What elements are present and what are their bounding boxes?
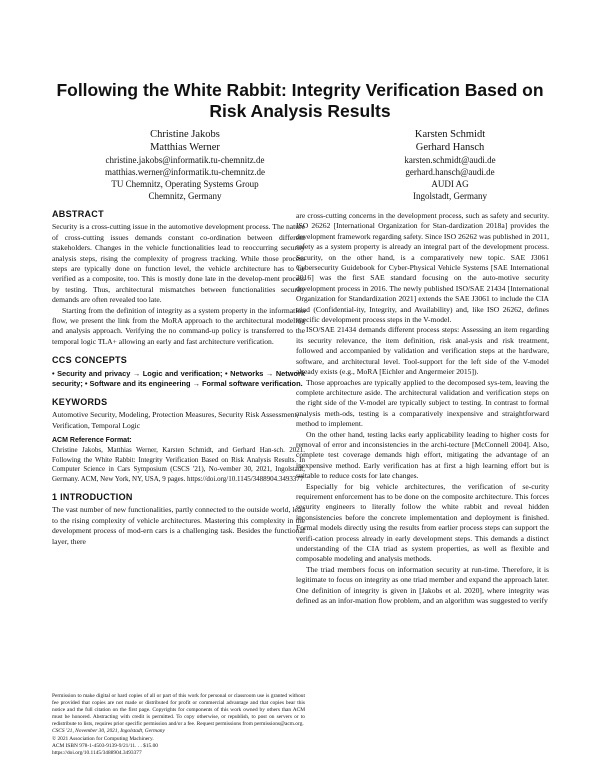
author-name: Karsten Schmidt <box>414 129 486 140</box>
keywords-text: Automotive Security, Modeling, Protection Measures, Security Risk Assessment, Verification, Temporal Logic <box>52 410 299 430</box>
right-column <box>296 211 549 606</box>
author-block-left <box>60 128 310 202</box>
author-location: Chemnitz, Germany <box>148 191 222 202</box>
body-paragraph: are cross-cutting concerns in the development process, such as safety and security. ISO 26262 [International Organization for Stan-dardization 2018a] provides the development framework regarding safety. Since ISO 26262 was published in 2011, safety as a system property is already an integral part of the development process. Security, on the other hand, is a comparatively new topic. SAE J3061 Cybersecurity Guidebook for Cyber-Physical Vehicle Systems [SAE International 2016] was the first SAE standard focusing on the auto-motive security development process in 2016. The newly published ISO/SAE 21434 [International Organization for Standardization 2021] extends the SAE J3061 to include the CIA triad (Confidential-ity, Integrity, and Availability) and, like ISO 26262, defines specific development process steps in the V-model. <box>296 211 549 325</box>
abstract-heading: ABSTRACT <box>52 209 104 219</box>
keywords-heading: KEYWORDS <box>52 396 108 407</box>
isbn-line: ACM ISBN 978-1-4503-9139-9/21/11. . . $15.00 <box>52 742 158 749</box>
author-email[interactable]: matthias.werner@informatik.tu-chemnitz.de <box>105 167 265 178</box>
author-name: Matthias Werner <box>150 142 220 153</box>
abstract-paragraph: Security is a cross-cutting issue in the automotive development process. The nature of cross-cutting issues demands constant co-ordination between different stakeholders. Changes in the vehicle functionalities lead to reoccurring security analysis steps, rising the complexity of progress tracking. While those process steps are typically done on function level, the vehicle architecture has to be verified as a composite, too. This is mostly done late in the develop-ment process by testing. Thus, architectural mismatches between functionalities security demands are often revealed too late. <box>52 222 305 305</box>
ccs-heading: CCS CONCEPTS <box>52 355 128 366</box>
author-email[interactable]: gerhard.hansch@audi.de <box>405 167 495 178</box>
body-paragraph: Those approaches are typically applied to the decomposed sys-tem, leaving the complete architecture aside. The architectural validation and verification steps on the right side of the V-model are typically subject to testing. In contrast to formal analysis meth-ods, testing is a comparatively inexpensive and straightforward method to implement. <box>296 377 549 429</box>
ccs-concepts: • Security and privacy → Logic and verification; • Networks → Network security; • Software and its engineering → Formal software verification. <box>52 368 305 388</box>
author-location: Ingolstadt, Germany <box>413 191 487 202</box>
author-name: Christine Jakobs <box>150 129 220 140</box>
author-email[interactable]: karsten.schmidt@audi.de <box>404 155 496 165</box>
venue-line: CSCS '21, November 30, 2021, Ingolstadt, Germany <box>52 728 165 735</box>
introduction-heading: 1 INTRODUCTION <box>52 491 133 502</box>
body-paragraph: ISO/SAE 21434 demands different process steps: Assessing an item regarding its security relevance, the item definition, risk anal-ysis and risk treatment, followed and accompanied by validation and verification steps at the hardware, software, and architectural level. Tool-support for the left side of the V-model already exists (e.g., MoRA [Eichler and Angermeier 2015]). <box>296 325 549 377</box>
introduction-paragraph: The vast number of new functionalities, partly connected to the outside world, lead to the rising complexity of vehicle architectures. Mastering this complexity in the development process of mod-ern cars is a challenging task. Besides the functional layer, there <box>52 505 305 546</box>
acm-reference-text: Christine Jakobs, Matthias Werner, Karsten Schmidt, and Gerhard Han-sch. 2021. Following the White Rabbit: Integrity Verification Based on Risk Analysis Results. In Computer Science in Cars Symposium (CSCS '21), No-vember 30, 2021, Ingolstadt, Germany. ACM, New York, NY, USA, 9 pages. https://doi.org/10.1145/3488904.3493377 <box>52 446 305 483</box>
body-paragraph: On the other hand, testing lacks early applicability leading to higher costs for removal of error and inconsistencies in the archi-tecture [McConnell 2004]. Also, complete test coverage demands high effort, mitigating the advantage of an inexpensive method. Early verification has at first a high learning effort but is suitable to reduce costs for late changes. <box>296 429 549 481</box>
permission-notice: Permission to make digital or hard copies of all or part of this work for personal or classroom use is granted without fee provided that copies are not made or distributed for profit or commercial advantage and that copies bear this notice and the full citation on the first page. Copyrights for components of this work owned by others than ACM must be honored. Abstracting with credit is permitted. To copy otherwise, or republish, to post on servers or to redistribute to lists, requires prior specific permission and/or a fee. Request permissions from permissions@acm.org. <box>52 693 305 728</box>
author-block-right <box>330 128 570 202</box>
left-column <box>52 209 305 547</box>
copyright-line: © 2021 Association for Computing Machinery. <box>52 735 154 742</box>
permission-footnote <box>52 690 305 757</box>
abstract-paragraph: Starting from the definition of integrity as a system property in the information flow, we present the link from the MoRA approach to the architectural modeling and analysis approach. Verifying the no command-up policy is transferred to the temporal logic TLA+ allowing an early and fast architecture verification. <box>52 305 305 346</box>
acm-reference-heading: ACM Reference Format: <box>52 436 132 444</box>
author-affiliation: TU Chemnitz, Operating Systems Group <box>111 179 259 190</box>
author-name: Gerhard Hansch <box>415 142 485 153</box>
body-paragraph: Especially for big vehicle architectures, the verification of se-curity requirement enforcement has to be done on the composite architecture. This forces security engineers to literally follow the white rabbit and reveal hidden inconsistencies before the concrete implementation and deployment is finished. Formal models directly using the results from earlier process steps can support the verifi-cation process already in early development steps. This demands a distinct understanding of the CIA triad as system properties, as well as flexible and composable modeling and analysis methods. <box>296 481 549 564</box>
body-paragraph: The triad members focus on information security at run-time. Therefore, it is legitimate to focus on integrity as one triad member and expand the approach later. One definition of integrity is given in [Jakobs et al. 2020], where integrity was defined as an infor-mation flow problem, and an algorithm was suggested to verify <box>296 564 549 606</box>
paper-title: Following the White Rabbit: Integrity Verification Based on Risk Analysis Results <box>56 80 544 121</box>
author-affiliation: AUDI AG <box>431 179 469 190</box>
doi-link[interactable]: https://doi.org/10.1145/3488904.3493377 <box>52 749 142 756</box>
author-email[interactable]: christine.jakobs@informatik.tu-chemnitz.de <box>105 155 265 165</box>
